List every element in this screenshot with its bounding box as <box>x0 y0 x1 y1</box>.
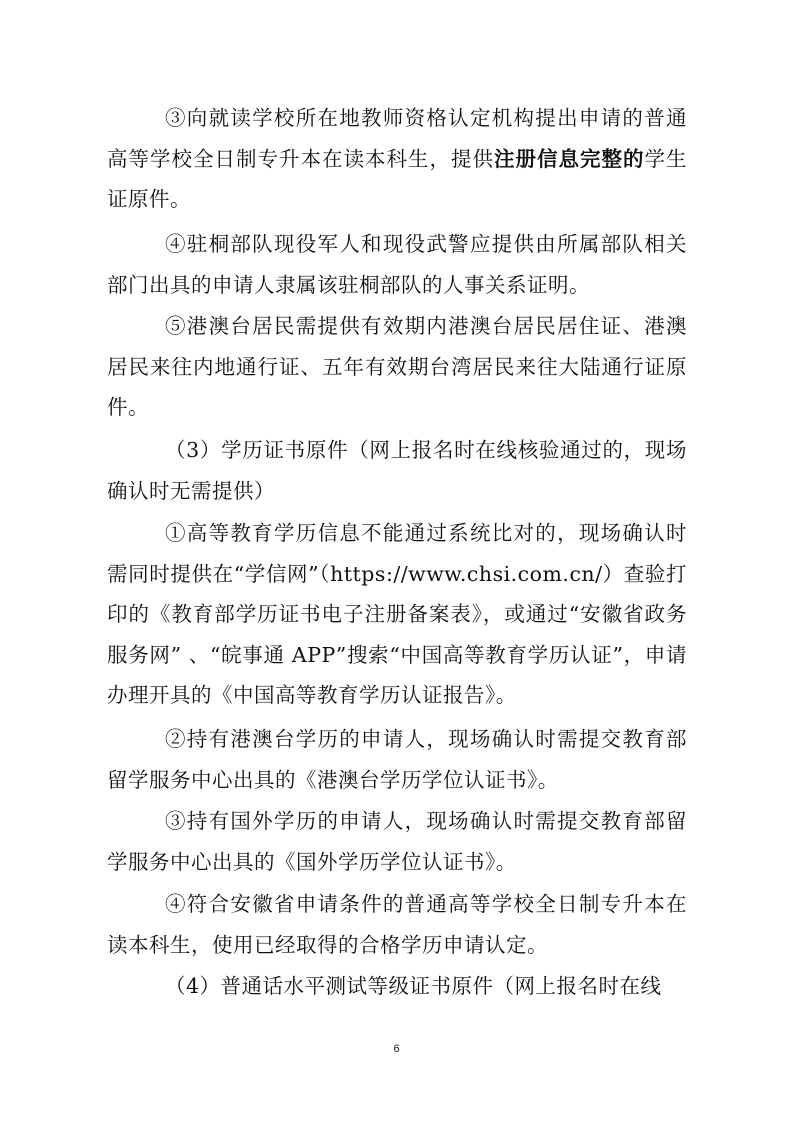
paragraph-military-personnel: ④驻桐部队现役军人和现役武警应提供由所属部队相关部门出具的申请人隶属该驻桐部队的人事关系证明。 <box>107 232 687 297</box>
bold-emphasis-text: 注册信息完整的 <box>494 146 645 171</box>
paragraph-foreign-degree: ③持有国外学历的申请人，现场确认时需提交教育部留学服务中心出具的《国外学历学位认证书》。 <box>107 809 687 874</box>
paragraph-text: ③向就读学校所在地教师资格认定机构提出申请的普通高等学校全日制专升本在读本科生，提供 <box>107 106 687 171</box>
paragraph-hk-macao-taiwan-degree: ②持有港澳台学历的申请人，现场确认时需提交教育部留学服务中心出具的《港澳台学历学位认证书》。 <box>107 727 687 792</box>
paragraph-hk-macao-taiwan-residents: ⑤港澳台居民需提供有效期内港澳台居民居住证、港澳居民来往内地通行证、五年有效期台湾居民来往大陆通行证原件。 <box>107 314 687 419</box>
paragraph-text: 学生证原件。 <box>107 146 687 211</box>
paragraph-student-id-requirement <box>107 98 687 220</box>
paragraph-section-mandarin-certificate: （4）普通话水平测试等级证书原件（网上报名时在线 <box>165 974 662 998</box>
page-number: 6 <box>393 1043 400 1055</box>
paragraph-upgrade-undergraduate: ④符合安徽省申请条件的普通高等学校全日制专升本在读本科生，使用已经取得的合格学历申请认定。 <box>107 892 687 957</box>
paragraph-section-diploma: （3）学历证书原件（网上报名时在线核验通过的，现场确认时无需提供） <box>107 438 687 503</box>
paragraph-higher-education-verification: ①高等教育学历信息不能通过系统比对的，现场确认时需同时提供在“学信网”（https://www.chsi.com.cn/）查验打印的《教育部学历证书电子注册备案表》，或通过“安徽省政务服务网” 、“皖事通 APP”搜索“中国高等教育学历认证”，申请办理开具的《中国高等教育学历认证报告》。 <box>107 521 687 707</box>
